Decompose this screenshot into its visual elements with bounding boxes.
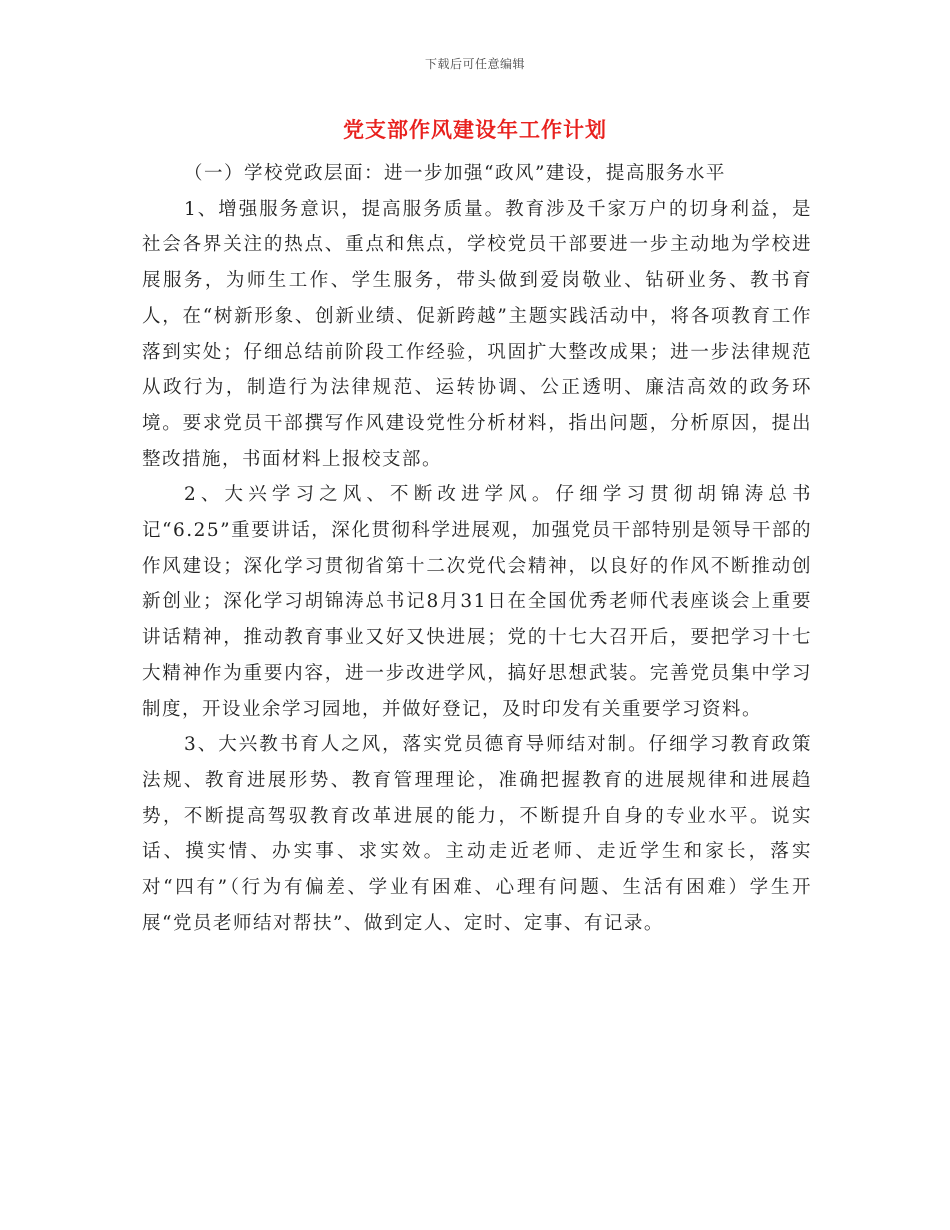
paragraph-1: 1、增强服务意识，提高服务质量。教育涉及千家万户的切身利益，是社会各界关注的热点、重点和焦点，学校党员干部要进一步主动地为学校进展服务，为师生工作、学生服务，带头做到爱岗敬业、钻研业务、教书育人，在“树新形象、创新业绩、促新跨越”主题实践活动中，将各项教育工作落到实处；仔细总结前阶段工作经验，巩固扩大整改成果；进一步法律规范从政行为，制造行为法律规范、运转协调、公正透明、廉洁高效的政务环境。要求党员干部撰写作风建设党性分析材料，指出问题，分析原因，提出整改措施，书面材料上报校支部。 xyxy=(142,198,812,470)
document-body xyxy=(142,156,812,941)
paragraph-2: 2、大兴学习之风、不断改进学风。仔细学习贯彻胡锦涛总书记“6.25”重要讲话，深化贯彻科学进展观，加强党员干部特别是领导干部的作风建设；深化学习贯彻省第十二次党代会精神，以良好的作风不断推动创新创业；深化学习胡锦涛总书记8月31日在全国优秀老师代表座谈会上重要讲话精神，推动教育事业又好又快进展；党的十七大召开后，要把学习十七大精神作为重要内容，进一步改进学风，搞好思想武装。完善党员集中学习制度，开设业余学习园地，并做好登记，及时印发有关重要学习资料。 xyxy=(142,484,812,720)
section-heading: （一）学校党政层面：进一步加强“政风”建设，提高服务水平 xyxy=(184,163,726,184)
paragraph-3: 3、大兴教书育人之风，落实党员德育导师结对制。仔细学习教育政策法规、教育进展形势、教育管理理论，准确把握教育的进展规律和进展趋势，不断提高驾驭教育改革进展的能力，不断提升自身的专业水平。说实话、摸实情、办实事、求实效。主动走近老师、走近学生和家长，落实对“四有”（行为有偏差、学业有困难、心理有问题、生活有困难）学生开展“党员老师结对帮扶”、做到定人、定时、定事、有记录。 xyxy=(142,734,812,934)
header-note: 下载后可任意编辑 xyxy=(424,57,525,71)
document-title: 党支部作风建设年工作计划 xyxy=(343,117,607,142)
